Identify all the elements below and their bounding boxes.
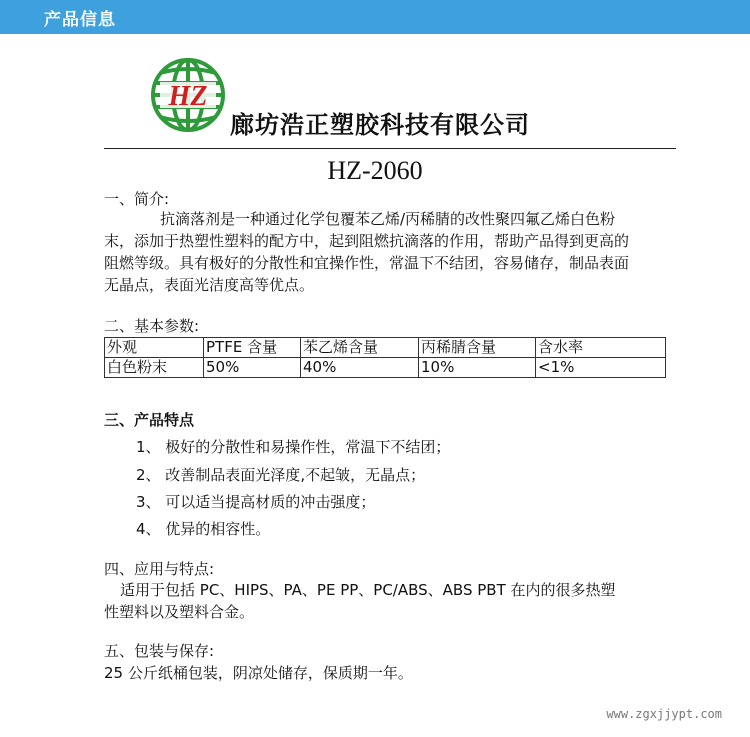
intro-line: 抗滴落剂是一种通过化学包覆苯乙烯/丙稀腈的改性聚四氟乙烯白色粉 bbox=[160, 210, 616, 228]
intro-paragraph bbox=[104, 208, 674, 296]
header-title: 产品信息 bbox=[44, 10, 116, 30]
intro-heading: 一、简介: bbox=[104, 190, 170, 208]
table-cell: 白色粉末 bbox=[105, 358, 204, 378]
intro-line: 阻燃等级。具有极好的分散性和宜操作性，常温下不结团，容易储存，制品表面 bbox=[104, 254, 630, 272]
feature-item: 3、 可以适当提高材质的冲击强度； bbox=[136, 493, 376, 511]
features-heading: 三、产品特点 bbox=[104, 411, 195, 429]
watermark: www.zgxjjypt.com bbox=[606, 707, 722, 721]
feature-item: 1、 极好的分散性和易操作性，常温下不结团； bbox=[136, 438, 451, 456]
table-header-row bbox=[105, 338, 666, 358]
feature-item: 4、 优异的相容性。 bbox=[136, 520, 271, 538]
application-line: 适用于包括 PC、HIPS、PA、PE PP、PC/ABS、ABS PBT 在内的很多热塑 bbox=[120, 581, 616, 599]
table-cell: 10% bbox=[419, 358, 536, 378]
intro-line: 末，添加于热塑性塑料的配方中，起到阻燃抗滴落的作用，帮助产品得到更高的 bbox=[104, 232, 630, 250]
logo-text: HZ bbox=[168, 81, 208, 112]
application-heading: 四、应用与特点: bbox=[104, 560, 215, 578]
company-name: 廊坊浩正塑胶科技有限公司 bbox=[230, 111, 530, 139]
packaging-text: 25 公斤纸桶包装，阴凉处储存，保质期一年。 bbox=[104, 664, 413, 682]
intro-line: 无晶点，表面光洁度高等优点。 bbox=[104, 276, 315, 294]
application-line: 性塑料以及塑料合金。 bbox=[104, 603, 255, 621]
params-heading: 二、基本参数: bbox=[104, 317, 200, 335]
application-paragraph bbox=[104, 579, 674, 623]
feature-item: 2、 改善制品表面光泽度,不起皱，无晶点； bbox=[136, 466, 426, 484]
params-table bbox=[104, 337, 666, 378]
table-header-cell: PTFE 含量 bbox=[204, 338, 301, 358]
table-cell: <1% bbox=[536, 358, 666, 378]
table-header-cell: 外观 bbox=[105, 338, 204, 358]
table-header-cell: 苯乙烯含量 bbox=[301, 338, 419, 358]
company-logo bbox=[148, 55, 228, 135]
table-header-cell: 丙稀腈含量 bbox=[419, 338, 536, 358]
product-model: HZ-2060 bbox=[327, 156, 423, 185]
packaging-heading: 五、包装与保存: bbox=[104, 642, 215, 660]
table-row bbox=[105, 358, 666, 378]
header-bar bbox=[0, 0, 750, 34]
divider bbox=[104, 148, 676, 149]
table-header-cell: 含水率 bbox=[536, 338, 666, 358]
table-cell: 40% bbox=[301, 358, 419, 378]
table-cell: 50% bbox=[204, 358, 301, 378]
